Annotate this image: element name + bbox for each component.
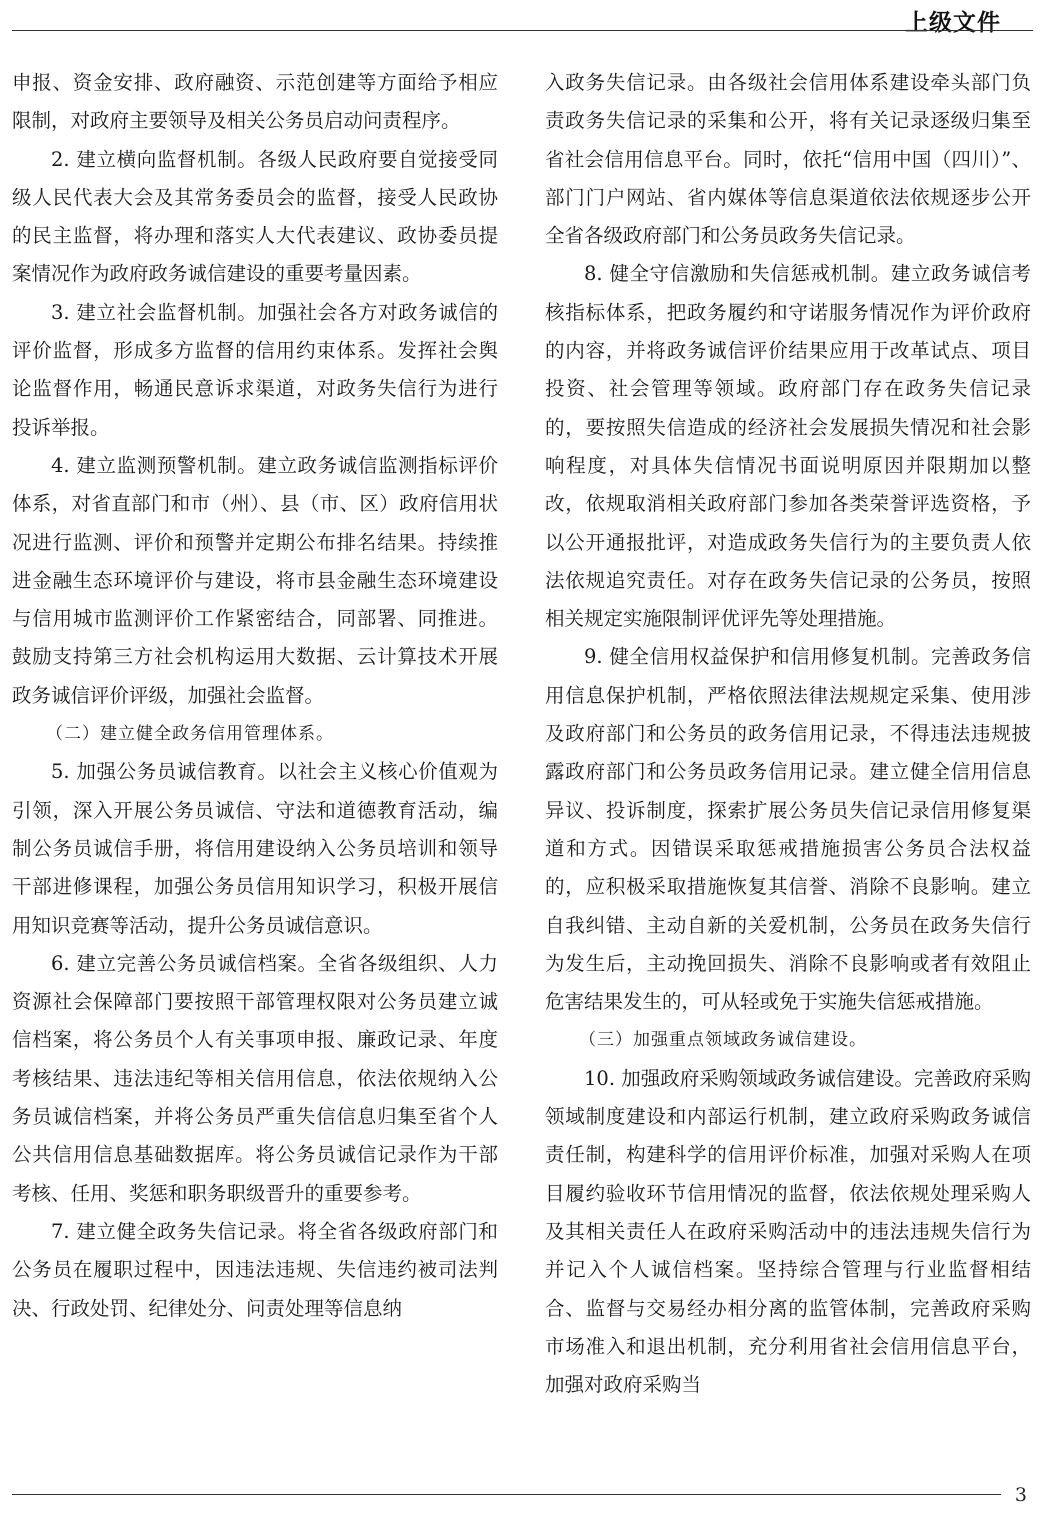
paragraph: 申报、资金安排、政府融资、示范创建等方面给予相应限制，对政府主要领导及相关公务员启动问责程序。 — [12, 71, 498, 133]
paragraph: 10. 加强政府采购领域政务诚信建设。完善政府采购领域制度建设和内部运行机制，建立政府采购政务诚信责任制，构建科学的信用评价标准，加强对采购人在项目履约验收环节信用情况的监督，依法依规处理采购人及其相关责任人在政府采购活动中的违法违规失信行为并记入个人诚信档案。坚持综合管理与行业监督相结合、监督与交易经办相分离的监管体制，完善政府采购市场准入和退出机制，充分利用省社会信用信息平台，加强对政府采购当 — [545, 1066, 1031, 1397]
paragraph: 7. 建立健全政务失信记录。将全省各级政府部门和公务员在履职过程中，因违法违规、失信违约被司法判决、行政处罚、纪律处分、问责处理等信息纳 — [12, 1219, 498, 1320]
paragraph: 5. 加强公务员诚信教育。以社会主义核心价值观为引领，深入开展公务员诚信、守法和道德教育活动，编制公务员诚信手册，将信用建设纳入公务员培训和领导干部进修课程，加强公务员信用知识学习，积极开展信用知识竞赛等活动，提升公务员诚信意识。 — [12, 760, 498, 937]
footer-divider — [12, 1494, 1001, 1495]
paragraph: 8. 健全守信激励和失信惩戒机制。建立政务诚信考核指标体系，把政务履约和守诺服务情况作为评价政府的内容，并将政务诚信评价结果应用于改革试点、项目投资、社会管理等领域。政府部门存在政务失信记录的，要按照失信造成的经济社会发展损失情况和社会影响程度，对具体失信情况书面说明原因并限期加以整改，依规取消相关政府部门参加各类荣誉评选资格，予以公开通报批评，对造成政务失信行为的主要负责人依法依规追究责任。对存在政务失信记录的公务员，按照相关规定实施限制评优评先等处理措施。 — [545, 262, 1031, 631]
paragraph: 2. 建立横向监督机制。各级人民政府要自觉接受同级人民代表大会及其常务委员会的监督，接受人民政协的民主监督，将办理和落实人大代表建议、政协委员提案情况作为政府政务诚信建设的重要考量因素。 — [12, 147, 498, 286]
right-column — [545, 64, 1031, 1404]
paragraph: 6. 建立完善公务员诚信档案。全省各级组织、人力资源社会保障部门要按照干部管理权限对公务员建立诚信档案，将公务员个人有关事项申报、廉政记录、年度考核结果、违法违纪等相关信用信息，依法依规纳入公务员诚信档案，并将公务员严重失信信息归集至省个人公共信用信息基础数据库。将公务员诚信记录作为干部考核、任用、奖惩和职务职级晋升的重要参考。 — [12, 951, 498, 1205]
paragraph: 入政务失信记录。由各级社会信用体系建设牵头部门负责政务失信记录的采集和公开，将有关记录逐级归集至省社会信用信息平台。同时，依托“信用中国（四川）”、部门门户网站、省内媒体等信息渠道依法依规逐步公开全省各级政府部门和公务员政务失信记录。 — [545, 71, 1031, 248]
section-subheading: （二）建立健全政务信用管理体系。 — [46, 724, 334, 745]
section-header-title: 上级文件 — [905, 10, 1001, 36]
left-column — [12, 64, 498, 1328]
section-subheading: （三）加强重点领域政务诚信建设。 — [579, 1030, 867, 1051]
page-number: 3 — [1014, 1484, 1027, 1506]
paragraph: 4. 建立监测预警机制。建立政务诚信监测指标评价体系，对省直部门和市（州）、县（市、区）政府信用状况进行监测、评价和预警并定期公布排名结果。持续推进金融生态环境评价与建设，将市县金融生态环境建设与信用城市监测评价工作紧密结合，同部署、同推进。鼓励支持第三方社会机构运用大数据、云计算技术开展政务诚信评价评级，加强社会监督。 — [12, 453, 498, 707]
paragraph: 9. 健全信用权益保护和信用修复机制。完善政务信用信息保护机制，严格依照法律法规规定采集、使用涉及政府部门和公务员的政务信用记录，不得违法违规披露政府部门和公务员政务信用记录。建立健全信用信息异议、投诉制度，探索扩展公务员失信记录信用修复渠道和方式。因错误采取惩戒措施损害公务员合法权益的，应积极采取措施恢复其信誉、消除不良影响。建立自我纠错、主动自新的关爱机制，公务员在政务失信行为发生后，主动挽回损失、消除不良影响或者有效阻止危害结果发生的，可从轻或免于实施失信惩戒措施。 — [545, 645, 1031, 1014]
paragraph: 3. 建立社会监督机制。加强社会各方对政务诚信的评价监督，形成多方监督的信用约束体系。发挥社会舆论监督作用，畅通民意诉求渠道，对政务失信行为进行投诉举报。 — [12, 300, 498, 439]
header-divider — [12, 30, 1033, 31]
